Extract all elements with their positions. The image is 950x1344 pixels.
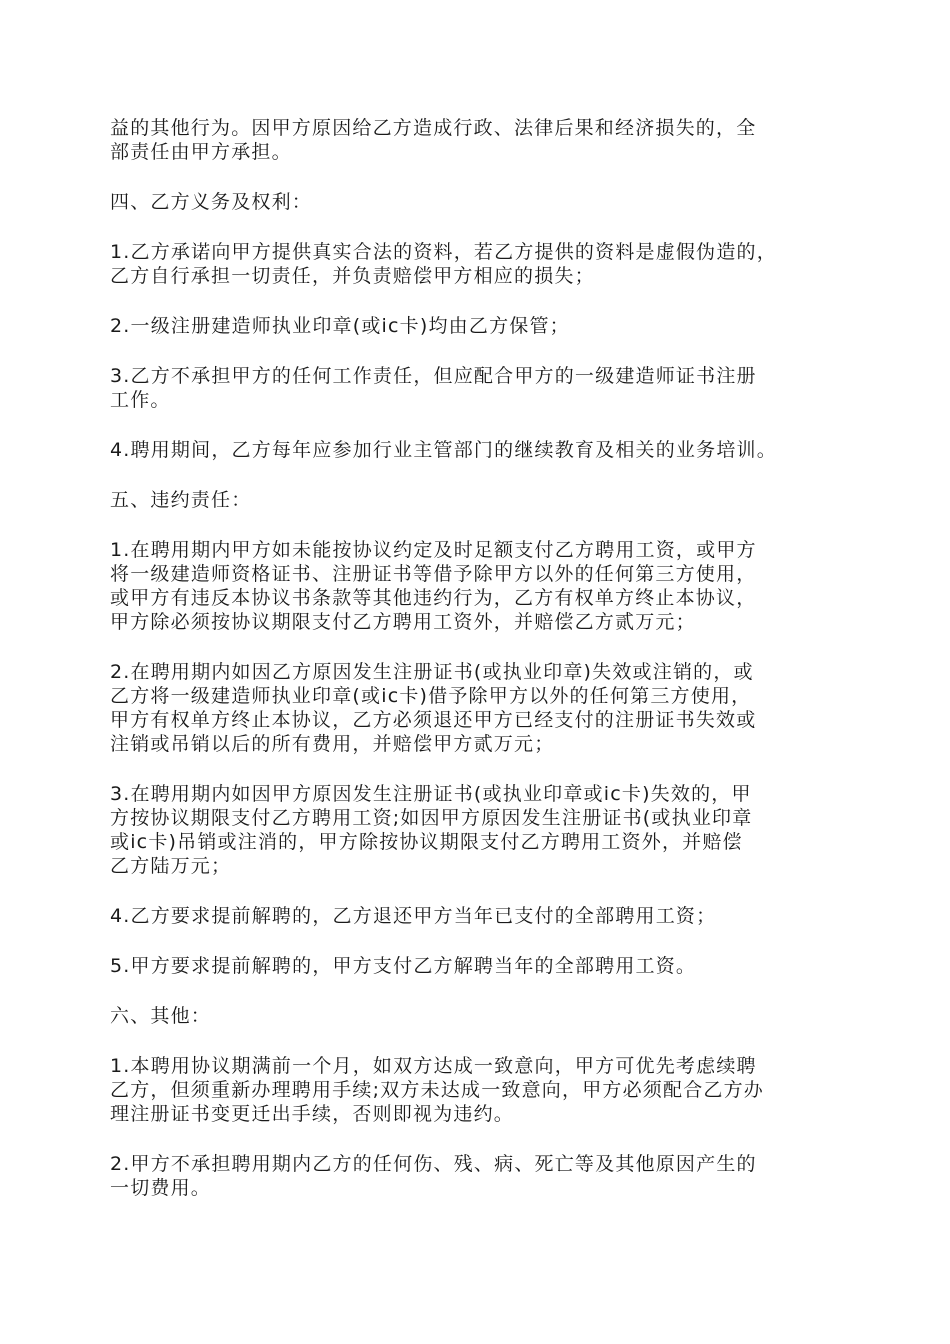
text-line: 4.聘用期间，乙方每年应参加行业主管部门的继续教育及相关的业务培训。 (110, 439, 777, 461)
section-heading-party-b-duties (110, 190, 850, 214)
text-line: 乙方，但须重新办理聘用手续;双方未达成一致意向，甲方必须配合乙方办 (110, 1079, 765, 1101)
text-line: 甲方除必须按协议期限支付乙方聘用工资外，并赔偿乙方贰万元； (110, 611, 696, 633)
heading-text: 四、乙方义务及权利： (110, 191, 313, 213)
paragraph-other-2 (110, 1152, 850, 1200)
text-line: 乙方自行承担一切责任，并负责赔偿甲方相应的损失； (110, 265, 595, 287)
text-line: 甲方有权单方终止本协议，乙方必须退还甲方已经支付的注册证书失效或 (110, 709, 757, 731)
text-line: 1.在聘用期内甲方如未能按协议约定及时足额支付乙方聘用工资，或甲方 (110, 539, 757, 561)
heading-text: 六、其他： (110, 1005, 212, 1027)
text-line: 益的其他行为。因甲方原因给乙方造成行政、法律后果和经济损失的，全 (110, 117, 757, 139)
text-line: 注销或吊销以后的所有费用，并赔偿甲方贰万元； (110, 733, 555, 755)
paragraph-breach-4 (110, 904, 850, 928)
paragraph-b-duty-4 (110, 438, 850, 462)
text-line: 1.本聘用协议期满前一个月，如双方达成一致意向，甲方可优先考虑续聘 (110, 1055, 757, 1077)
paragraph-other-1 (110, 1054, 850, 1126)
text-line: 3.乙方不承担甲方的任何工作责任，但应配合甲方的一级建造师证书注册 (110, 365, 757, 387)
text-line: 3.在聘用期内如因甲方原因发生注册证书(或执业印章或ic卡)失效的，甲 (110, 783, 752, 805)
text-line: 部责任由甲方承担。 (110, 141, 292, 163)
text-line: 5.甲方要求提前解聘的，甲方支付乙方解聘当年的全部聘用工资。 (110, 955, 697, 977)
paragraph-breach-2 (110, 660, 850, 756)
text-line: 一切费用。 (110, 1177, 212, 1199)
text-line: 理注册证书变更迁出手续，否则即视为违约。 (110, 1103, 515, 1125)
text-line: 乙方陆万元； (110, 855, 232, 877)
section-heading-other (110, 1004, 850, 1028)
paragraph-breach-5 (110, 954, 850, 978)
paragraph-breach-1 (110, 538, 850, 634)
paragraph-b-duty-1 (110, 240, 850, 288)
text-line: 或ic卡)吊销或注消的，甲方除按协议期限支付乙方聘用工资外，并赔偿 (110, 831, 743, 853)
section-heading-breach-liability (110, 488, 850, 512)
paragraph-liability-continuation (110, 116, 850, 164)
paragraph-b-duty-3 (110, 364, 850, 412)
text-line: 2.一级注册建造师执业印章(或ic卡)均由乙方保管； (110, 315, 570, 337)
text-line: 将一级建造师资格证书、注册证书等借予除甲方以外的任何第三方使用， (110, 563, 757, 585)
text-line: 2.在聘用期内如因乙方原因发生注册证书(或执业印章)失效或注销的，或 (110, 661, 754, 683)
text-line: 乙方将一级建造师执业印章(或ic卡)借予除甲方以外的任何第三方使用， (110, 685, 752, 707)
paragraph-b-duty-2 (110, 314, 850, 338)
text-line: 或甲方有违反本协议书条款等其他违约行为，乙方有权单方终止本协议， (110, 587, 757, 609)
text-line: 工作。 (110, 389, 171, 411)
paragraph-breach-3 (110, 782, 850, 878)
heading-text: 五、违约责任： (110, 489, 252, 511)
text-line: 2.甲方不承担聘用期内乙方的任何伤、残、病、死亡等及其他原因产生的 (110, 1153, 757, 1175)
text-line: 1.乙方承诺向甲方提供真实合法的资料，若乙方提供的资料是虚假伪造的， (110, 241, 777, 263)
document-page (110, 116, 850, 1226)
text-line: 4.乙方要求提前解聘的，乙方退还甲方当年已支付的全部聘用工资； (110, 905, 717, 927)
text-line: 方按协议期限支付乙方聘用工资;如因甲方原因发生注册证书(或执业印章 (110, 807, 753, 829)
